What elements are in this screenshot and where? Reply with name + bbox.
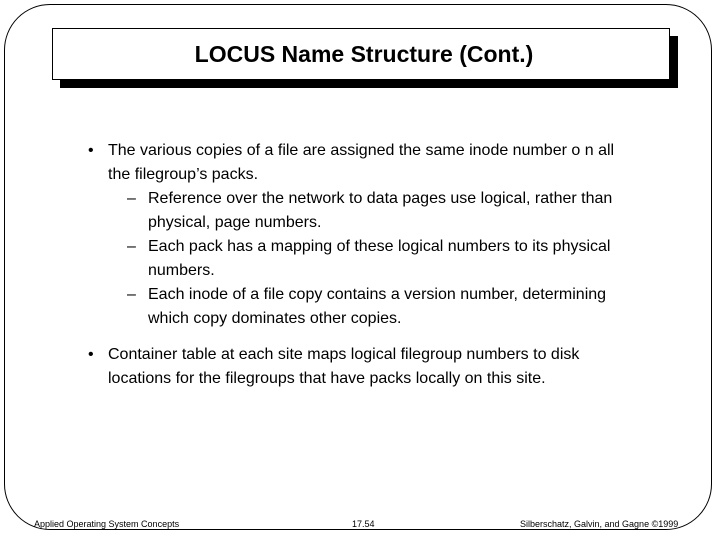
slide-content [88,139,628,391]
footer-page-number: 17.54 [352,519,375,529]
bullet-icon: • [88,346,94,363]
sub-item-text: Each inode of a file copy contains a version number, determining which copy dominates other copies. [148,286,607,327]
sub-item [88,283,628,331]
footer-copyright: Silberschatz, Galvin, and Gagne ©1999 [520,519,679,529]
bullet-item [88,139,628,187]
bullet-item [88,343,628,391]
sub-item [88,187,628,235]
title-box [52,28,670,80]
sub-item [88,235,628,283]
slide-title: LOCUS Name Structure (Cont.) [194,40,534,67]
footer-book-title: Applied Operating System Concepts [34,519,180,529]
bullet-text: The various copies of a file are assigned the same inode number o n all the filegroup’s packs. [108,142,615,183]
bullet-icon: • [88,142,94,159]
dash-icon: – [127,238,136,255]
bullet-text: Container table at each site maps logical filegroup numbers to disk locations for the filegroups that have packs locally on this site. [108,346,580,387]
sub-item-text: Reference over the network to data pages use logical, rather than physical, page numbers. [148,190,613,231]
dash-icon: – [127,190,136,207]
sub-item-text: Each pack has a mapping of these logical numbers to its physical numbers. [148,238,611,279]
dash-icon: – [127,286,136,303]
